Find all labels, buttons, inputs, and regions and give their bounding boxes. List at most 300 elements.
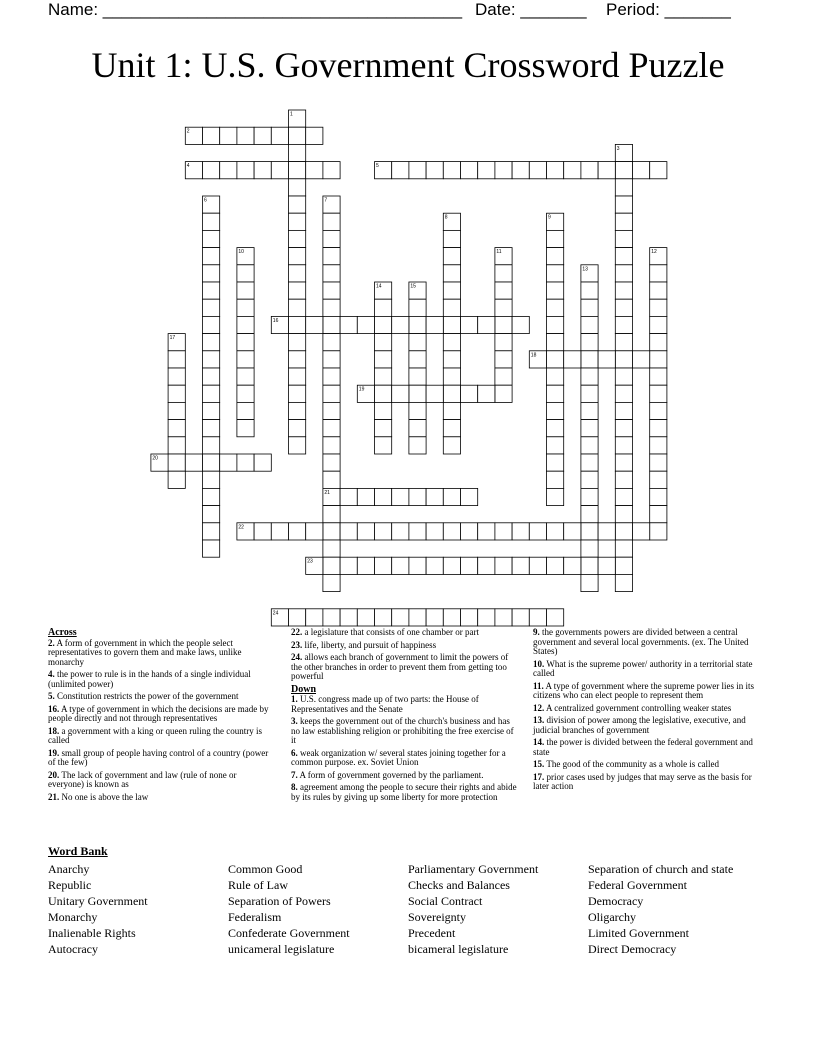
crossword-cell[interactable] <box>237 265 254 282</box>
crossword-cell[interactable] <box>547 437 564 454</box>
crossword-cell[interactable] <box>375 351 392 368</box>
crossword-cell[interactable] <box>650 420 667 437</box>
crossword-cell[interactable] <box>203 488 220 505</box>
crossword-cell[interactable] <box>203 523 220 540</box>
crossword-cell[interactable] <box>650 523 667 540</box>
crossword-cell[interactable] <box>581 334 598 351</box>
crossword-cell[interactable] <box>306 162 323 179</box>
crossword-cell[interactable] <box>409 162 426 179</box>
crossword-cell[interactable] <box>203 368 220 385</box>
crossword-cell[interactable] <box>185 454 202 471</box>
crossword-cell[interactable] <box>203 230 220 247</box>
crossword-cell[interactable] <box>168 471 185 488</box>
crossword-cell[interactable] <box>598 523 615 540</box>
crossword-cell[interactable] <box>203 282 220 299</box>
crossword-cell[interactable] <box>237 420 254 437</box>
crossword-cell[interactable] <box>289 162 306 179</box>
crossword-cell[interactable] <box>650 334 667 351</box>
crossword-cell[interactable] <box>323 334 340 351</box>
crossword-cell[interactable] <box>443 368 460 385</box>
crossword-cell[interactable] <box>323 248 340 265</box>
crossword-cell[interactable] <box>306 127 323 144</box>
crossword-cell[interactable] <box>289 316 306 333</box>
crossword-cell[interactable] <box>529 609 546 626</box>
crossword-cell[interactable] <box>650 454 667 471</box>
crossword-cell[interactable] <box>581 523 598 540</box>
crossword-cell[interactable] <box>168 420 185 437</box>
crossword-cell[interactable] <box>615 179 632 196</box>
crossword-cell[interactable] <box>443 437 460 454</box>
crossword-cell[interactable] <box>650 402 667 419</box>
crossword-cell[interactable] <box>323 506 340 523</box>
crossword-cell[interactable] <box>375 437 392 454</box>
crossword-cell[interactable] <box>340 523 357 540</box>
crossword-cell[interactable] <box>203 385 220 402</box>
crossword-cell[interactable] <box>375 368 392 385</box>
crossword-cell[interactable] <box>375 402 392 419</box>
crossword-cell[interactable] <box>615 385 632 402</box>
date-field[interactable]: Date: _______ <box>475 0 587 19</box>
crossword-cell[interactable] <box>547 299 564 316</box>
crossword-cell[interactable] <box>512 316 529 333</box>
crossword-cell[interactable] <box>547 523 564 540</box>
crossword-cell[interactable] <box>289 230 306 247</box>
crossword-cell[interactable] <box>615 248 632 265</box>
crossword-cell[interactable] <box>375 316 392 333</box>
crossword-cell[interactable] <box>547 454 564 471</box>
crossword-cell[interactable] <box>289 368 306 385</box>
crossword-cell[interactable] <box>289 265 306 282</box>
crossword-cell[interactable] <box>220 162 237 179</box>
crossword-cell[interactable] <box>323 316 340 333</box>
crossword-cell[interactable] <box>254 454 271 471</box>
crossword-cell[interactable] <box>495 385 512 402</box>
crossword-cell[interactable] <box>409 437 426 454</box>
crossword-cell[interactable] <box>512 523 529 540</box>
crossword-cell[interactable] <box>409 557 426 574</box>
crossword-cell[interactable] <box>237 282 254 299</box>
crossword-cell[interactable] <box>547 351 564 368</box>
crossword-cell[interactable] <box>615 299 632 316</box>
crossword-cell[interactable] <box>203 540 220 557</box>
crossword-cell[interactable] <box>237 385 254 402</box>
crossword-cell[interactable] <box>375 385 392 402</box>
crossword-cell[interactable] <box>615 471 632 488</box>
crossword-cell[interactable] <box>289 420 306 437</box>
crossword-cell[interactable] <box>220 127 237 144</box>
crossword-cell[interactable] <box>495 162 512 179</box>
crossword-cell[interactable] <box>203 437 220 454</box>
crossword-cell[interactable] <box>289 334 306 351</box>
crossword-cell[interactable] <box>289 385 306 402</box>
crossword-cell[interactable] <box>426 488 443 505</box>
crossword-cell[interactable] <box>375 557 392 574</box>
crossword-cell[interactable] <box>443 351 460 368</box>
crossword-cell[interactable] <box>168 351 185 368</box>
crossword-cell[interactable] <box>615 540 632 557</box>
crossword-cell[interactable] <box>237 299 254 316</box>
crossword-cell[interactable] <box>495 609 512 626</box>
crossword-cell[interactable] <box>615 196 632 213</box>
crossword-cell[interactable] <box>615 454 632 471</box>
crossword-cell[interactable] <box>581 540 598 557</box>
crossword-cell[interactable] <box>598 162 615 179</box>
crossword-cell[interactable] <box>306 609 323 626</box>
crossword-cell[interactable] <box>323 454 340 471</box>
crossword-cell[interactable] <box>650 437 667 454</box>
crossword-cell[interactable] <box>547 368 564 385</box>
crossword-cell[interactable] <box>323 351 340 368</box>
crossword-cell[interactable] <box>478 557 495 574</box>
crossword-cell[interactable] <box>271 127 288 144</box>
crossword-cell[interactable] <box>323 282 340 299</box>
crossword-cell[interactable] <box>512 609 529 626</box>
crossword-cell[interactable] <box>598 351 615 368</box>
crossword-cell[interactable] <box>323 385 340 402</box>
crossword-cell[interactable] <box>443 334 460 351</box>
crossword-cell[interactable] <box>443 162 460 179</box>
crossword-cell[interactable] <box>615 506 632 523</box>
crossword-cell[interactable] <box>340 316 357 333</box>
crossword-cell[interactable] <box>581 420 598 437</box>
crossword-cell[interactable] <box>478 162 495 179</box>
crossword-cell[interactable] <box>340 609 357 626</box>
crossword-cell[interactable] <box>168 402 185 419</box>
crossword-cell[interactable] <box>443 316 460 333</box>
crossword-cell[interactable] <box>564 523 581 540</box>
crossword-cell[interactable] <box>581 402 598 419</box>
crossword-cell[interactable] <box>443 557 460 574</box>
crossword-cell[interactable] <box>443 488 460 505</box>
crossword-cell[interactable] <box>203 334 220 351</box>
crossword-cell[interactable] <box>289 144 306 161</box>
crossword-cell[interactable] <box>375 488 392 505</box>
crossword-cell[interactable] <box>443 282 460 299</box>
crossword-cell[interactable] <box>392 488 409 505</box>
crossword-cell[interactable] <box>495 316 512 333</box>
crossword-cell[interactable] <box>392 557 409 574</box>
crossword-cell[interactable] <box>547 162 564 179</box>
crossword-cell[interactable] <box>650 488 667 505</box>
crossword-cell[interactable] <box>203 351 220 368</box>
crossword-cell[interactable] <box>615 557 632 574</box>
crossword-cell[interactable] <box>289 127 306 144</box>
crossword-cell[interactable] <box>615 265 632 282</box>
crossword-cell[interactable] <box>495 523 512 540</box>
crossword-cell[interactable] <box>409 299 426 316</box>
crossword-cell[interactable] <box>529 523 546 540</box>
crossword-cell[interactable] <box>633 523 650 540</box>
crossword-cell[interactable] <box>237 402 254 419</box>
crossword-cell[interactable] <box>650 351 667 368</box>
crossword-cell[interactable] <box>581 437 598 454</box>
crossword-cell[interactable] <box>581 162 598 179</box>
crossword-cell[interactable] <box>615 488 632 505</box>
crossword-cell[interactable] <box>581 316 598 333</box>
crossword-cell[interactable] <box>547 248 564 265</box>
crossword-cell[interactable] <box>495 351 512 368</box>
crossword-cell[interactable] <box>409 609 426 626</box>
crossword-cell[interactable] <box>564 557 581 574</box>
crossword-cell[interactable] <box>547 420 564 437</box>
crossword-cell[interactable] <box>409 351 426 368</box>
crossword-cell[interactable] <box>495 282 512 299</box>
crossword-cell[interactable] <box>426 523 443 540</box>
name-field[interactable]: Name: ______________________________________ <box>48 0 463 19</box>
crossword-cell[interactable] <box>495 299 512 316</box>
crossword-cell[interactable] <box>392 609 409 626</box>
crossword-cell[interactable] <box>547 334 564 351</box>
crossword-cell[interactable] <box>461 162 478 179</box>
crossword-cell[interactable] <box>615 282 632 299</box>
crossword-cell[interactable] <box>615 230 632 247</box>
crossword-cell[interactable] <box>323 230 340 247</box>
crossword-cell[interactable] <box>323 402 340 419</box>
crossword-cell[interactable] <box>340 488 357 505</box>
crossword-cell[interactable] <box>443 402 460 419</box>
crossword-cell[interactable] <box>203 420 220 437</box>
crossword-cell[interactable] <box>375 523 392 540</box>
crossword-cell[interactable] <box>357 557 374 574</box>
crossword-cell[interactable] <box>529 557 546 574</box>
crossword-cell[interactable] <box>409 334 426 351</box>
crossword-cell[interactable] <box>581 506 598 523</box>
crossword-cell[interactable] <box>615 368 632 385</box>
crossword-cell[interactable] <box>426 316 443 333</box>
period-field[interactable]: Period: _______ <box>606 0 731 19</box>
crossword-cell[interactable] <box>581 488 598 505</box>
crossword-cell[interactable] <box>289 196 306 213</box>
crossword-cell[interactable] <box>203 299 220 316</box>
crossword-cell[interactable] <box>289 179 306 196</box>
crossword-cell[interactable] <box>650 162 667 179</box>
crossword-cell[interactable] <box>633 162 650 179</box>
crossword-cell[interactable] <box>461 609 478 626</box>
crossword-cell[interactable] <box>598 557 615 574</box>
crossword-cell[interactable] <box>547 385 564 402</box>
crossword-cell[interactable] <box>615 316 632 333</box>
crossword-cell[interactable] <box>495 265 512 282</box>
crossword-cell[interactable] <box>547 265 564 282</box>
crossword-cell[interactable] <box>615 574 632 591</box>
crossword-cell[interactable] <box>409 488 426 505</box>
crossword-cell[interactable] <box>581 557 598 574</box>
crossword-cell[interactable] <box>203 402 220 419</box>
crossword-cell[interactable] <box>581 282 598 299</box>
crossword-cell[interactable] <box>375 609 392 626</box>
crossword-cell[interactable] <box>220 454 237 471</box>
crossword-cell[interactable] <box>323 213 340 230</box>
crossword-cell[interactable] <box>289 282 306 299</box>
crossword-cell[interactable] <box>237 316 254 333</box>
crossword-cell[interactable] <box>581 368 598 385</box>
crossword-cell[interactable] <box>615 420 632 437</box>
crossword-cell[interactable] <box>650 385 667 402</box>
crossword-cell[interactable] <box>581 454 598 471</box>
crossword-cell[interactable] <box>495 557 512 574</box>
crossword-cell[interactable] <box>323 162 340 179</box>
crossword-cell[interactable] <box>426 162 443 179</box>
crossword-cell[interactable] <box>443 609 460 626</box>
crossword-cell[interactable] <box>650 299 667 316</box>
crossword-cell[interactable] <box>615 162 632 179</box>
crossword-cell[interactable] <box>615 351 632 368</box>
crossword-cell[interactable] <box>478 385 495 402</box>
crossword-cell[interactable] <box>323 540 340 557</box>
crossword-cell[interactable] <box>478 609 495 626</box>
crossword-cell[interactable] <box>650 471 667 488</box>
crossword-cell[interactable] <box>581 351 598 368</box>
crossword-cell[interactable] <box>547 230 564 247</box>
crossword-cell[interactable] <box>615 402 632 419</box>
crossword-cell[interactable] <box>581 385 598 402</box>
crossword-cell[interactable] <box>547 488 564 505</box>
crossword-cell[interactable] <box>237 368 254 385</box>
crossword-cell[interactable] <box>168 454 185 471</box>
crossword-cell[interactable] <box>340 557 357 574</box>
crossword-cell[interactable] <box>461 385 478 402</box>
crossword-cell[interactable] <box>426 385 443 402</box>
crossword-cell[interactable] <box>478 316 495 333</box>
crossword-cell[interactable] <box>323 471 340 488</box>
crossword-cell[interactable] <box>323 557 340 574</box>
crossword-cell[interactable] <box>409 523 426 540</box>
crossword-cell[interactable] <box>512 557 529 574</box>
crossword-cell[interactable] <box>529 162 546 179</box>
crossword-cell[interactable] <box>650 506 667 523</box>
crossword-cell[interactable] <box>547 609 564 626</box>
crossword-cell[interactable] <box>443 265 460 282</box>
crossword-cell[interactable] <box>237 162 254 179</box>
crossword-cell[interactable] <box>289 402 306 419</box>
crossword-cell[interactable] <box>443 230 460 247</box>
crossword-cell[interactable] <box>547 471 564 488</box>
crossword-cell[interactable] <box>168 385 185 402</box>
crossword-cell[interactable] <box>495 368 512 385</box>
crossword-cell[interactable] <box>357 316 374 333</box>
crossword-cell[interactable] <box>581 574 598 591</box>
crossword-cell[interactable] <box>615 334 632 351</box>
crossword-cell[interactable] <box>203 213 220 230</box>
crossword-cell[interactable] <box>547 402 564 419</box>
crossword-cell[interactable] <box>409 420 426 437</box>
crossword-cell[interactable] <box>254 162 271 179</box>
crossword-cell[interactable] <box>615 213 632 230</box>
crossword-cell[interactable] <box>461 316 478 333</box>
crossword-cell[interactable] <box>237 454 254 471</box>
crossword-cell[interactable] <box>237 127 254 144</box>
crossword-cell[interactable] <box>443 420 460 437</box>
crossword-cell[interactable] <box>461 523 478 540</box>
crossword-cell[interactable] <box>306 523 323 540</box>
crossword-cell[interactable] <box>289 523 306 540</box>
crossword-cell[interactable] <box>650 368 667 385</box>
crossword-cell[interactable] <box>409 316 426 333</box>
crossword-cell[interactable] <box>323 609 340 626</box>
crossword-cell[interactable] <box>650 316 667 333</box>
crossword-cell[interactable] <box>392 316 409 333</box>
crossword-cell[interactable] <box>323 437 340 454</box>
crossword-cell[interactable] <box>392 385 409 402</box>
crossword-cell[interactable] <box>254 523 271 540</box>
crossword-cell[interactable] <box>203 248 220 265</box>
crossword-cell[interactable] <box>375 334 392 351</box>
crossword-cell[interactable] <box>289 437 306 454</box>
crossword-cell[interactable] <box>289 351 306 368</box>
crossword-cell[interactable] <box>203 127 220 144</box>
crossword-cell[interactable] <box>323 265 340 282</box>
crossword-cell[interactable] <box>203 316 220 333</box>
crossword-cell[interactable] <box>203 471 220 488</box>
crossword-cell[interactable] <box>271 162 288 179</box>
crossword-cell[interactable] <box>615 523 632 540</box>
crossword-cell[interactable] <box>357 488 374 505</box>
crossword-cell[interactable] <box>375 299 392 316</box>
crossword-cell[interactable] <box>323 368 340 385</box>
crossword-cell[interactable] <box>409 385 426 402</box>
crossword-cell[interactable] <box>203 162 220 179</box>
crossword-cell[interactable] <box>443 299 460 316</box>
crossword-cell[interactable] <box>323 420 340 437</box>
crossword-cell[interactable] <box>254 127 271 144</box>
crossword-cell[interactable] <box>357 523 374 540</box>
crossword-cell[interactable] <box>357 609 374 626</box>
crossword-cell[interactable] <box>237 351 254 368</box>
crossword-cell[interactable] <box>461 557 478 574</box>
crossword-cell[interactable] <box>633 351 650 368</box>
crossword-cell[interactable] <box>461 488 478 505</box>
crossword-cell[interactable] <box>443 385 460 402</box>
crossword-cell[interactable] <box>306 316 323 333</box>
crossword-cell[interactable] <box>168 437 185 454</box>
crossword-cell[interactable] <box>203 454 220 471</box>
crossword-cell[interactable] <box>289 609 306 626</box>
crossword-cell[interactable] <box>615 437 632 454</box>
crossword-cell[interactable] <box>512 162 529 179</box>
crossword-cell[interactable] <box>426 557 443 574</box>
crossword-cell[interactable] <box>409 368 426 385</box>
crossword-cell[interactable] <box>547 557 564 574</box>
crossword-cell[interactable] <box>392 523 409 540</box>
crossword-cell[interactable] <box>650 282 667 299</box>
crossword-cell[interactable] <box>443 248 460 265</box>
crossword-cell[interactable] <box>392 162 409 179</box>
crossword-cell[interactable] <box>271 523 288 540</box>
crossword-cell[interactable] <box>409 402 426 419</box>
crossword-cell[interactable] <box>581 471 598 488</box>
crossword-cell[interactable] <box>237 334 254 351</box>
crossword-cell[interactable] <box>375 420 392 437</box>
crossword-cell[interactable] <box>478 523 495 540</box>
crossword-cell[interactable] <box>289 299 306 316</box>
crossword-cell[interactable] <box>323 299 340 316</box>
crossword-cell[interactable] <box>564 351 581 368</box>
crossword-cell[interactable] <box>289 213 306 230</box>
crossword-cell[interactable] <box>564 162 581 179</box>
crossword-cell[interactable] <box>168 368 185 385</box>
crossword-cell[interactable] <box>547 282 564 299</box>
crossword-cell[interactable] <box>581 299 598 316</box>
crossword-cell[interactable] <box>443 523 460 540</box>
crossword-cell[interactable] <box>203 506 220 523</box>
crossword-cell[interactable] <box>289 248 306 265</box>
crossword-cell[interactable] <box>650 265 667 282</box>
crossword-cell[interactable] <box>495 334 512 351</box>
crossword-cell[interactable] <box>323 574 340 591</box>
crossword-cell[interactable] <box>203 265 220 282</box>
crossword-cell[interactable] <box>547 316 564 333</box>
crossword-cell[interactable] <box>323 523 340 540</box>
